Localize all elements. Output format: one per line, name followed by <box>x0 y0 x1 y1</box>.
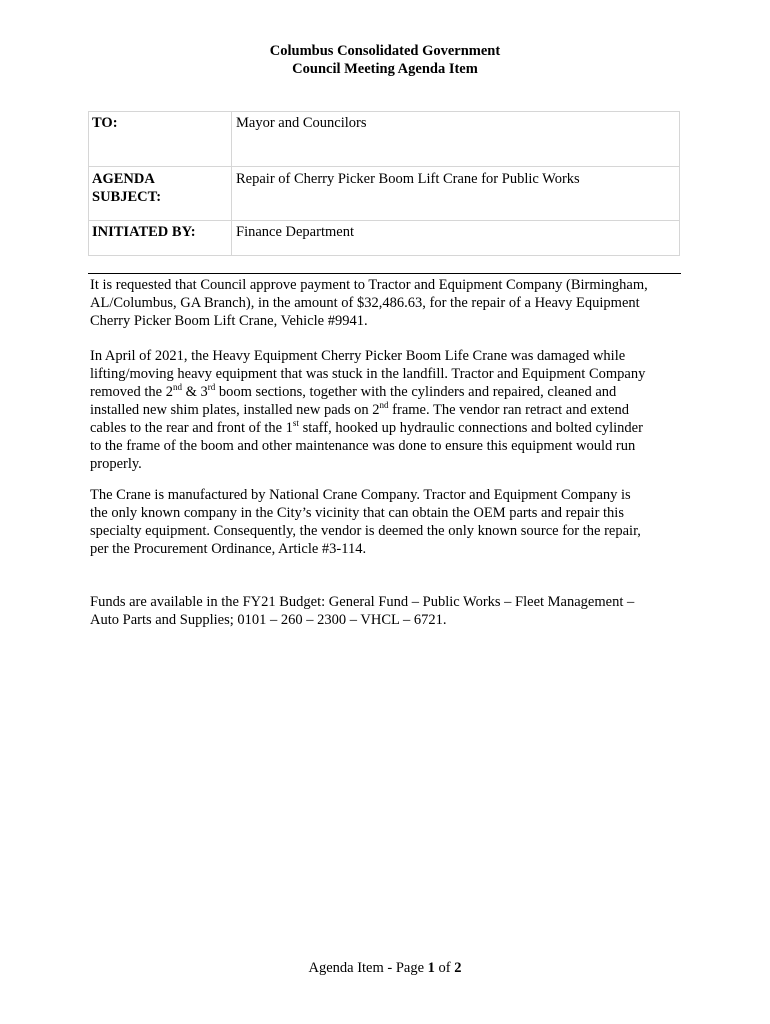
subject-value-cell <box>232 167 680 221</box>
background-text-c: boom sections, together with the cylinders and repaired, cleaned and installed new shim plates, installed new pads on 2 <box>90 384 617 418</box>
ordinal-suffix: rd <box>207 382 216 393</box>
initiated-row <box>89 221 680 256</box>
to-value: Mayor and Councilors <box>236 115 367 131</box>
request-paragraph: It is requested that Council approve payment to Tractor and Equipment Company (Birmingham, AL/Columbus, GA Branch), in the amount of $32,486.63, for the repair of a Heavy Equipment Cherry Picker Boom Lift Crane, Vehicle #9941. <box>90 277 648 329</box>
to-label-cell <box>89 112 232 167</box>
page-footer <box>0 960 770 977</box>
to-value-cell <box>232 112 680 167</box>
initiated-label-cell <box>89 221 232 256</box>
subject-row <box>89 167 680 221</box>
footer-prefix: Agenda Item - Page <box>308 960 428 976</box>
document-header <box>0 42 770 78</box>
subject-label-line1: AGENDA <box>92 171 155 187</box>
initiated-label: INITIATED BY: <box>92 224 196 240</box>
subject-label <box>92 167 231 206</box>
initiated-value: Finance Department <box>236 224 354 240</box>
background-text-d: frame. The vendor ran retract and extend cables to the rear and front of the 1 <box>90 402 630 436</box>
document-title: Council Meeting Agenda Item <box>292 61 478 77</box>
background-text-b: & 3 <box>181 384 208 400</box>
agenda-info-table <box>88 111 680 256</box>
subject-value: Repair of Cherry Picker Boom Lift Crane for Public Works <box>236 171 580 187</box>
current-page-number: 1 <box>427 960 435 976</box>
agenda-body <box>90 276 682 628</box>
sole-source-paragraph: The Crane is manufactured by National Crane Company. Tractor and Equipment Company is the only known company in the City’s vicinity that can obtain the OEM parts and repair this specialty equipment. Consequently, the vendor is deemed the only known source for the repair, per the Procurement Ordinance, Article #3-114. <box>90 487 641 557</box>
footer-of: of <box>434 960 455 976</box>
ordinal-suffix: st <box>292 418 299 429</box>
ordinal-suffix: nd <box>172 382 182 393</box>
subject-label-line2: SUBJECT: <box>92 189 162 205</box>
ordinal-suffix: nd <box>379 400 389 411</box>
funding-paragraph: Funds are available in the FY21 Budget: General Fund – Public Works – Fleet Management – Auto Parts and Supplies; 0101 – 260 – 2300 – VHCL – 6721. <box>90 594 635 628</box>
background-paragraph <box>90 347 682 473</box>
to-row <box>89 112 680 167</box>
background-text-a: In April of 2021, the Heavy Equipment Cherry Picker Boom Life Crane was damaged while lifting/moving heavy equipment that was stuck in the landfill. Tractor and Equipment Company removed the 2 <box>90 348 646 400</box>
subject-label-cell <box>89 167 232 221</box>
initiated-value-cell <box>232 221 680 256</box>
background-text-e: staff, hooked up hydraulic connections and bolted cylinder to the frame of the boom and other maintenance was done to ensure this equipment would run properly. <box>90 420 643 472</box>
organization-name: Columbus Consolidated Government <box>269 43 501 59</box>
to-label: TO: <box>92 115 118 131</box>
total-page-count: 2 <box>454 960 462 976</box>
section-divider <box>88 273 681 274</box>
